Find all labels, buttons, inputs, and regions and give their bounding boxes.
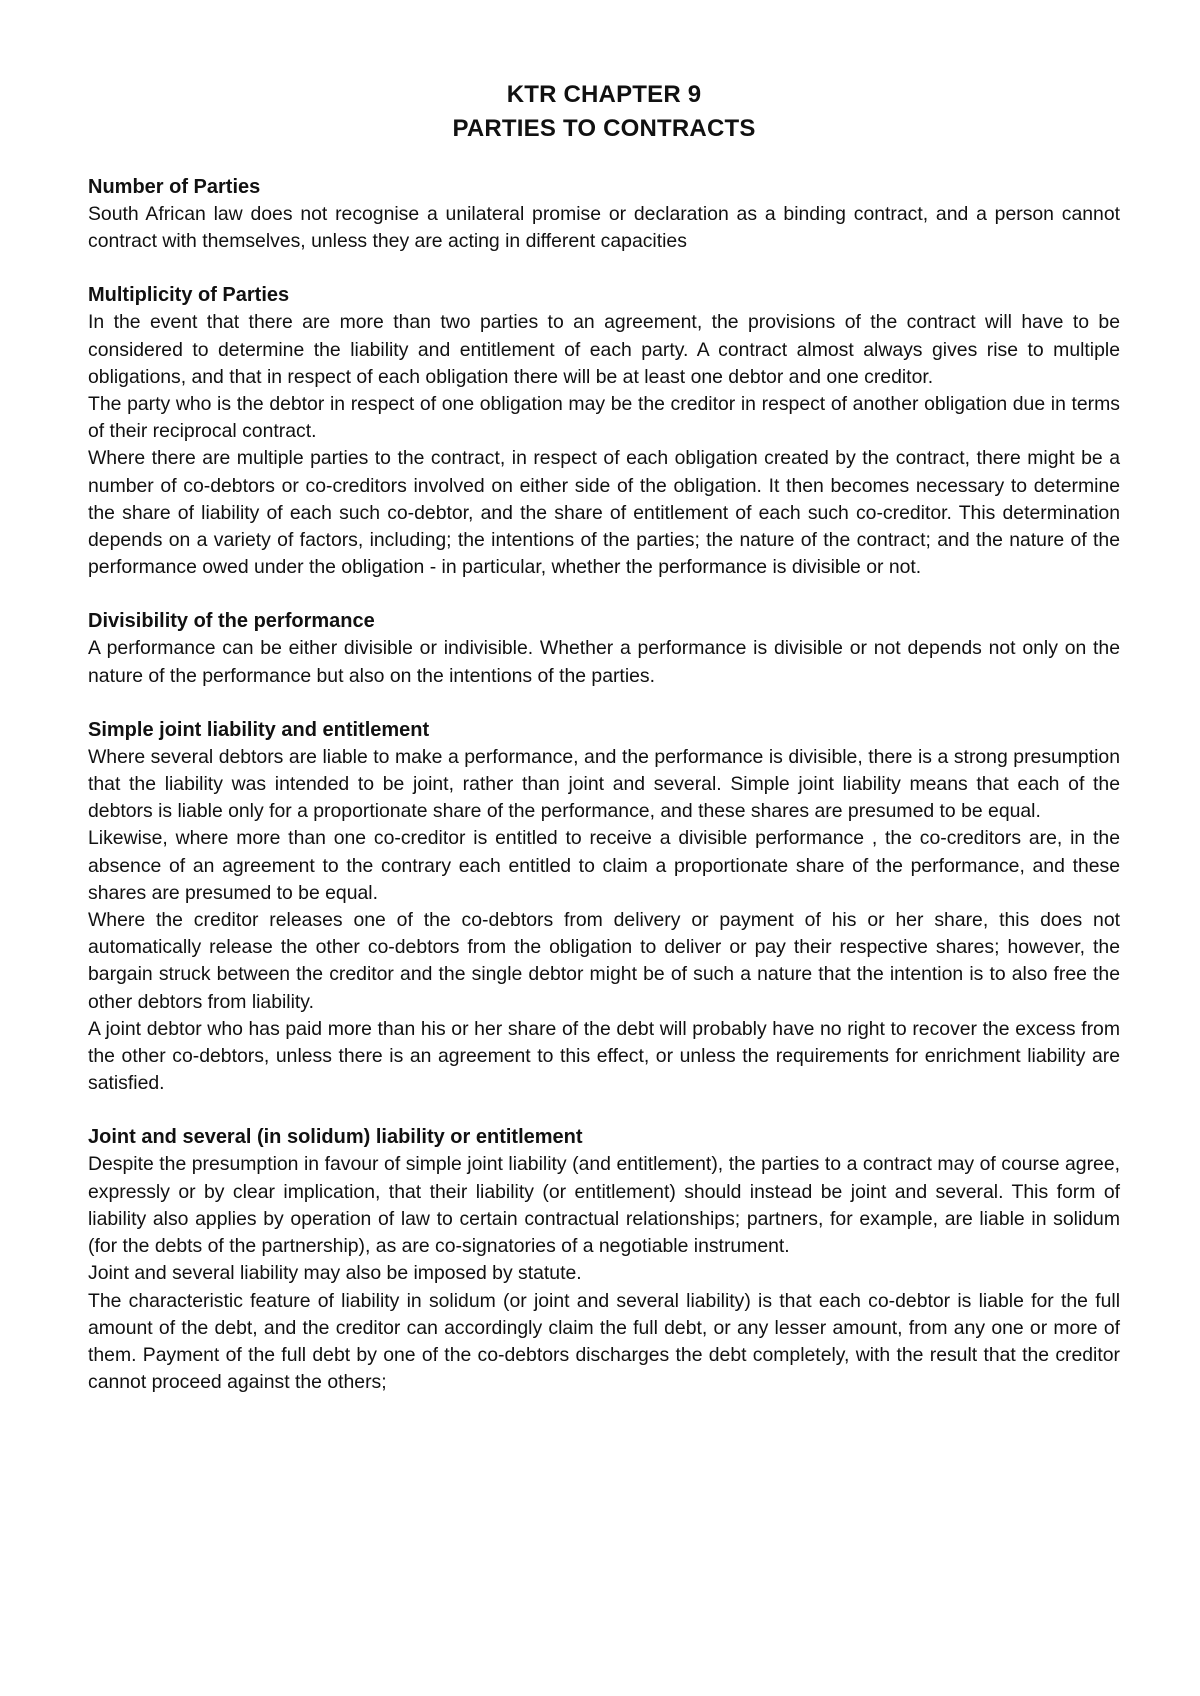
section-divisibility [88,608,1120,689]
paragraph: South African law does not recognise a unilateral promise or declaration as a binding contract, and a person cannot contract with themselves, unless they are acting in different capacities [88,203,1120,253]
paragraph: The party who is the debtor in respect of one obligation may be the creditor in respect of another obligation due in terms of their reciprocal contract. [88,393,1120,443]
section-heading: Divisibility of the performance [88,610,375,633]
section-heading: Simple joint liability and entitlement [88,718,430,741]
section-multiplicity-of-parties [88,282,1120,581]
chapter-title: KTR CHAPTER 9 [506,81,702,108]
paragraph: Where several debtors are liable to make a performance, and the performance is divisible, there is a strong presumption that the liability was intended to be joint, rather than joint and several. Simple joint liability means that each of the debtors is liable only for a proportionate share of the performance, and these shares are presumed to be equal. [88,745,1120,823]
document-title [88,78,1120,146]
section-heading: Joint and several (in solidum) liability or entitlement [88,1126,583,1149]
section-heading: Multiplicity of Parties [88,284,290,307]
section-number-of-parties [88,174,1120,255]
paragraph: Where the creditor releases one of the co-debtors from delivery or payment of his or her share, this does not automatically release the other co-debtors from the obligation to deliver or pay their respective shares; however, the bargain struck between the creditor and the single debtor might be of such a nature that the intention is to also free the other debtors from liability. [88,909,1120,1013]
paragraph: Joint and several liability may also be imposed by statute. [88,1262,582,1285]
paragraph: A joint debtor who has paid more than his or her share of the debt will probably have no right to recover the excess from the other co-debtors, unless there is an agreement to this effect, or unless the requirements for enrichment liability are satisfied. [88,1017,1120,1095]
section-joint-and-several-liability [88,1124,1120,1396]
paragraph: Likewise, where more than one co-creditor is entitled to receive a divisible performance , the co-creditors are, in the absence of an agreement to the contrary each entitled to claim a proportionate share of the performance, and these shares are presumed to be equal. [88,827,1120,904]
chapter-subtitle: PARTIES TO CONTRACTS [452,115,756,142]
section-heading: Number of Parties [88,176,261,198]
paragraph: A performance can be either divisible or indivisible. Whether a performance is divisible or not depends not only on the nature of the performance but also on the intentions of the parties. [88,637,1120,687]
paragraph: In the event that there are more than two parties to an agreement, the provisions of the contract will have to be considered to determine the liability and entitlement of each party. A contract almost always gives rise to multiple obligations, and that in respect of each obligation there will be at least one debtor and one creditor. [88,311,1120,388]
paragraph: Where there are multiple parties to the contract, in respect of each obligation created by the contract, there might be a number of co-debtors or co-creditors involved on either side of the obligation. It then becomes necessary to determine the share of liability of each such co-debtor, and the share of entitlement of each such co-creditor. This determination depends on a variety of factors, including; the intentions of the parties; the nature of the contract; and the nature of the performance owed under the obligation - in particular, whether the performance is divisible or not. [88,447,1120,579]
paragraph: The characteristic feature of liability in solidum (or joint and several liability) is that each co-debtor is liable for the full amount of the debt, and the creditor can accordingly claim the full debt, or any lesser amount, from any one or more of them. Payment of the full debt by one of the co-debtors discharges the debt completely, with the result that the creditor cannot proceed against the others; [88,1289,1120,1394]
section-simple-joint-liability [88,717,1120,1098]
document-page [88,78,1120,1423]
paragraph: Despite the presumption in favour of simple joint liability (and entitlement), the parties to a contract may of course agree, expressly or by clear implication, that their liability (or entitlement) should instead be joint and several. This form of liability also applies by operation of law to certain contractual relationships; partners, for example, are liable in solidum (for the debts of the partnership), as are co-signatories of a negotiable instrument. [88,1153,1120,1258]
